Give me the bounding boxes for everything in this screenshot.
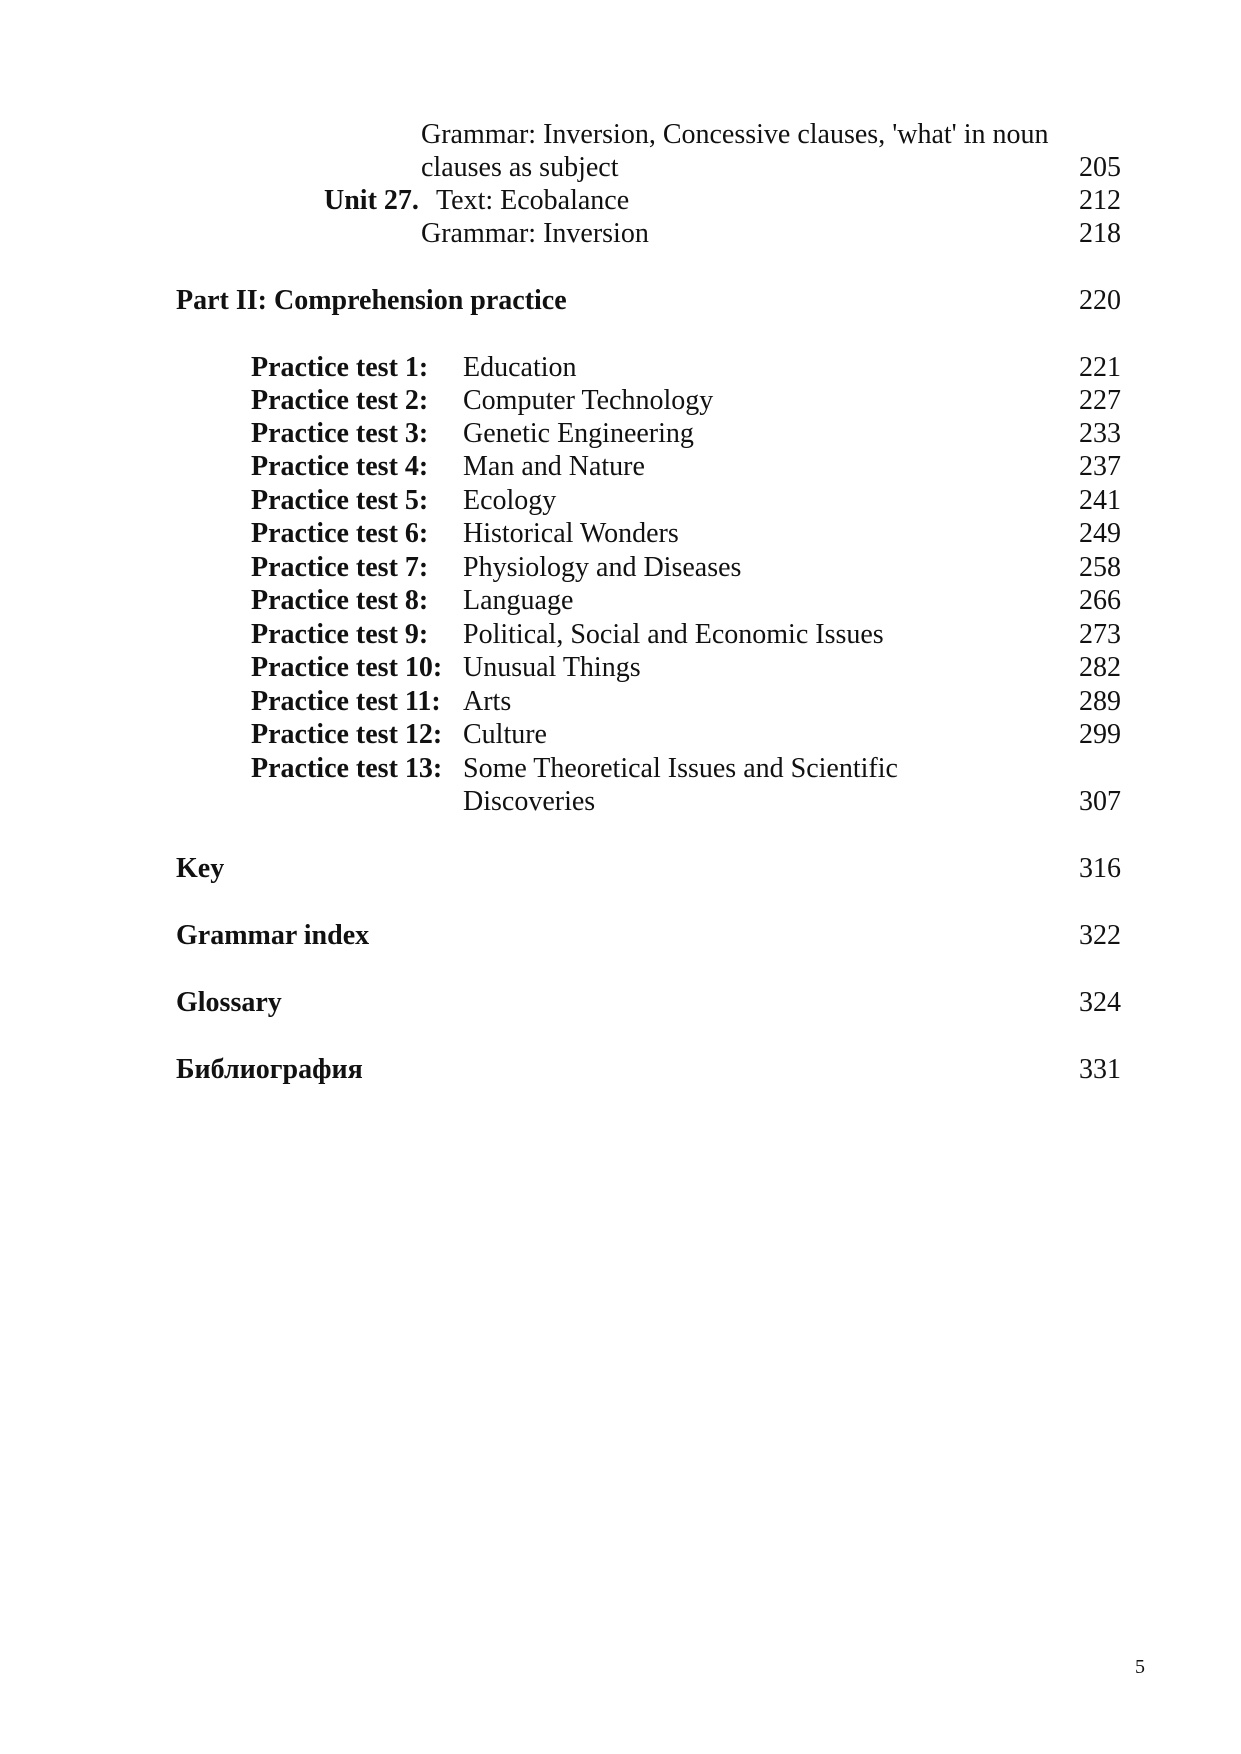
- page-number: 273: [1079, 619, 1121, 650]
- page-number: 233: [1079, 418, 1121, 449]
- practice-test-label: Practice test 2:: [251, 385, 429, 416]
- entry-title: Man and Nature: [463, 451, 645, 482]
- page-number: 249: [1079, 518, 1121, 549]
- toc-entry-practice-test: [0, 685, 1241, 719]
- section-title: Part II: Comprehension practice: [176, 285, 567, 316]
- practice-test-label: Practice test 9:: [251, 619, 429, 650]
- toc-entry-glossary: [0, 986, 1241, 1020]
- toc-entry-practice-test: [0, 551, 1241, 585]
- entry-title: Grammar: Inversion: [421, 218, 649, 249]
- toc-entry-practice-test: [0, 752, 1241, 786]
- page-number: 241: [1079, 485, 1121, 516]
- entry-title: Physiology and Diseases: [463, 552, 742, 583]
- practice-test-label: Practice test 6:: [251, 518, 429, 549]
- page-number: 258: [1079, 552, 1121, 583]
- practice-test-label: Practice test 13:: [251, 753, 443, 784]
- entry-title: Culture: [463, 719, 547, 750]
- entry-title: Ecology: [463, 485, 557, 516]
- section-title: Glossary: [176, 987, 282, 1018]
- page-number: 299: [1079, 719, 1121, 750]
- toc-entry-unit26-grammar: [0, 118, 1241, 152]
- toc-entry-practice-test: [0, 384, 1241, 418]
- toc-entry-unit27: [0, 184, 1241, 218]
- toc-entry-practice-test: [0, 517, 1241, 551]
- page-number: 316: [1079, 853, 1121, 884]
- page-number: 307: [1079, 786, 1121, 817]
- page-number: 237: [1079, 451, 1121, 482]
- toc-entry-practice-test: [0, 351, 1241, 385]
- toc-entry-part2: [0, 284, 1241, 318]
- toc-entry-unit27-grammar: [0, 217, 1241, 251]
- practice-test-label: Practice test 12:: [251, 719, 443, 750]
- section-title: Grammar index: [176, 920, 370, 951]
- toc-entry-practice-test: [0, 450, 1241, 484]
- page-number: 282: [1079, 652, 1121, 683]
- practice-test-label: Practice test 4:: [251, 451, 429, 482]
- page-number: 205: [1079, 152, 1121, 183]
- entry-title: Grammar: Inversion, Concessive clauses, 'what' in noun: [421, 119, 1049, 150]
- page-number: 218: [1079, 218, 1121, 249]
- practice-test-label: Practice test 1:: [251, 352, 429, 383]
- entry-title: Unusual Things: [463, 652, 641, 683]
- entry-title: Political, Social and Economic Issues: [463, 619, 884, 650]
- unit-label: Unit 27.: [324, 185, 419, 216]
- section-title: Key: [176, 853, 225, 884]
- entry-title: Text: Ecobalance: [436, 185, 630, 216]
- entry-title: Language: [463, 585, 574, 616]
- practice-test-label: Practice test 7:: [251, 552, 429, 583]
- practice-test-label: Practice test 3:: [251, 418, 429, 449]
- page-number: 324: [1079, 987, 1121, 1018]
- toc-entry-grammar-index: [0, 919, 1241, 953]
- toc-entry-practice-test: [0, 417, 1241, 451]
- toc-entry-practice-test: [0, 618, 1241, 652]
- entry-title: Some Theoretical Issues and Scientific: [463, 753, 898, 784]
- page-number: 227: [1079, 385, 1121, 416]
- page-footer-number: 5: [1135, 1656, 1145, 1678]
- entry-title: Education: [463, 352, 577, 383]
- practice-test-label: Practice test 10:: [251, 652, 443, 683]
- entry-title: Historical Wonders: [463, 518, 679, 549]
- entry-title: Discoveries: [463, 786, 596, 817]
- toc-entry-key: [0, 852, 1241, 886]
- entry-title: Computer Technology: [463, 385, 714, 416]
- toc-entry-unit26-grammar-cont: [0, 151, 1241, 185]
- page-number: 220: [1079, 285, 1121, 316]
- toc-entry-bibliography: [0, 1053, 1241, 1087]
- toc-entry-practice-test: [0, 584, 1241, 618]
- toc-entry-practice-test: [0, 484, 1241, 518]
- page-number: 221: [1079, 352, 1121, 383]
- practice-test-label: Practice test 8:: [251, 585, 429, 616]
- toc-entry-practice-test: [0, 651, 1241, 685]
- page-number: 331: [1079, 1054, 1121, 1085]
- entry-title: clauses as subject: [421, 152, 619, 183]
- page-number: 266: [1079, 585, 1121, 616]
- practice-test-label: Practice test 5:: [251, 485, 429, 516]
- entry-title: Arts: [463, 686, 512, 717]
- toc-entry-practice-test: [0, 718, 1241, 752]
- page-number: 289: [1079, 686, 1121, 717]
- page-number: 322: [1079, 920, 1121, 951]
- practice-test-label: Practice test 11:: [251, 686, 441, 717]
- entry-title: Genetic Engineering: [463, 418, 694, 449]
- section-title: Библиография: [176, 1054, 363, 1085]
- page-number: 212: [1079, 185, 1121, 216]
- toc-entry-practice-test-cont: [0, 785, 1241, 819]
